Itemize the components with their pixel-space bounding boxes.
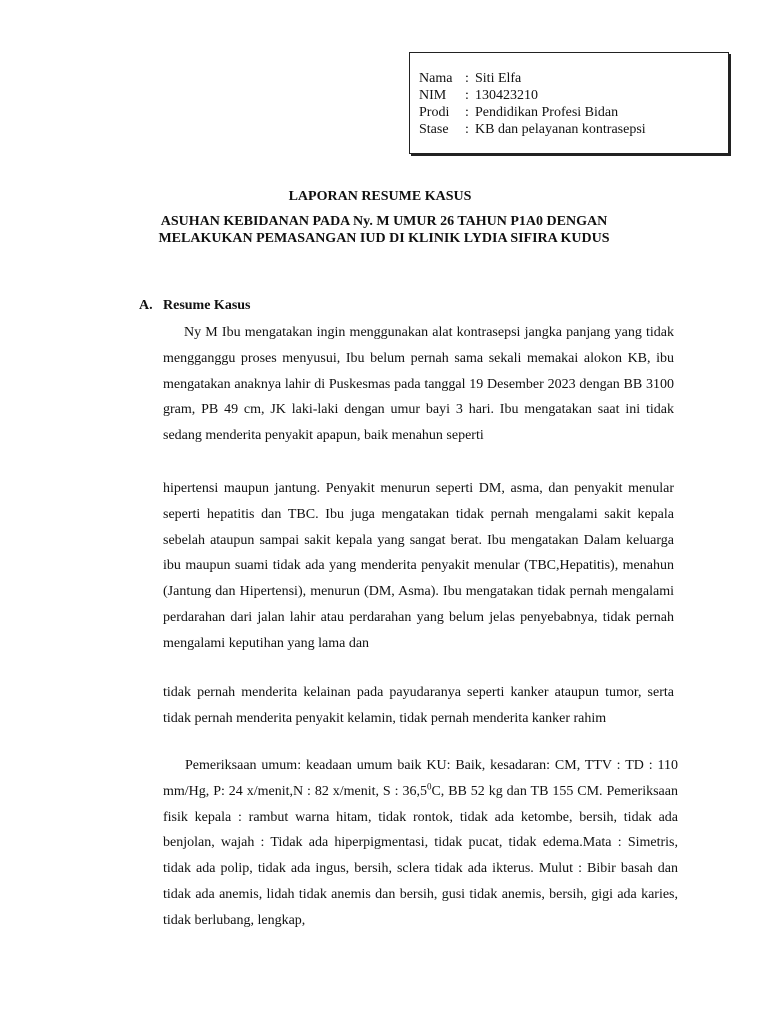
identity-separator: : — [465, 71, 469, 86]
paragraph-examination — [163, 753, 678, 934]
identity-separator: : — [465, 88, 469, 103]
identity-label: Stase — [419, 122, 449, 137]
paragraph-history-final: tidak pernah menderita kelainan pada payudaranya seperti kanker ataupun tumor, serta tidak pernah menderita penyakit kelamin, tidak pernah menderita kanker rahim — [163, 685, 674, 726]
degree-superscript: 0 — [426, 781, 432, 792]
report-subtitle-line-1: ASUHAN KEBIDANAN PADA Ny. M UMUR 26 TAHUN P1A0 DENGAN — [160, 214, 608, 229]
identity-separator: : — [465, 105, 469, 120]
identity-label: Prodi — [419, 105, 450, 120]
identity-separator: : — [465, 122, 469, 137]
paragraph-history: Ny M Ibu mengatakan ingin menggunakan alat kontrasepsi jangka panjang yang tidak mengganggu proses menyusui, Ibu belum pernah sama sekali memakai alokon KB, ibu mengatakan anaknya lahir di Puskesmas pada tanggal 19 Desember 2023 dengan BB 3100 gram, PB 49 cm, JK laki-laki dengan umur bayi 3 hari. Ibu mengatakan saat ini tidak sedang menderita penyakit apapun, baik menahun seperti — [163, 325, 674, 444]
section-number: A. — [139, 298, 153, 313]
report-subtitle-line-2: MELAKUKAN PEMASANGAN IUD DI KLINIK LYDIA SIFIRA KUDUS — [158, 231, 610, 246]
identity-label: Nama — [419, 71, 453, 86]
identity-row-stase — [419, 121, 728, 138]
identity-row-nim — [419, 87, 728, 104]
identity-value: Pendidikan Profesi Bidan — [475, 105, 619, 120]
section-title: Resume Kasus — [163, 298, 251, 313]
identity-value: 130423210 — [475, 88, 538, 103]
identity-value: KB dan pelayanan kontrasepsi — [475, 122, 646, 137]
identity-row-prodi — [419, 104, 728, 121]
paragraph-history-continued: hipertensi maupun jantung. Penyakit menurun seperti DM, asma, dan penyakit menular seperti hepatitis dan TBC. Ibu juga mengatakan tidak pernah mengalami sakit kepala sebelah ataupun sampai sakit kepala yang sangat berat. Ibu mengatakan Dalam keluarga ibu maupun suami tidak ada yang menderita penyakit menular (TBC,Hepatitis), menahun (Jantung dan Hipertensi), menurun (DM, Asma). Ibu mengatakan tidak pernah mengalami perdarahan dari jalan lahir atau perdarahan yang belum jelas penyebabnya, tidak pernah mengalami keputihan yang lama dan — [163, 481, 674, 651]
examination-text-part-2: C, BB 52 kg dan TB 155 CM. Pemeriksaan fisik kepala : rambut warna hitam, tidak rontok, tidak ada ketombe, bersih, tidak ada benjolan, wajah : Tidak ada hiperpigmentasi, tidak pucat, tidak edema.Mata : Simetris, tidak ada polip, tidak ada ingus, bersih, sclera tidak ada ikterus. Mulut : Bibir basah dan tidak ada anemis, lidah tidak anemis dan bersih, gusi tidak anemis, bersih, gigi ada karies, tidak berlubang, lengkap, — [163, 783, 678, 928]
student-identity-box — [409, 52, 729, 154]
identity-label: NIM — [419, 88, 447, 103]
report-subtitle — [0, 213, 768, 247]
examination-text-part-1: Pemeriksaan umum: keadaan umum baik KU: Baik, kesadaran: CM, TTV : TD : 110 mm/Hg, P: 24 x/menit,N : 82 x/menit, S : 36,5 — [163, 758, 678, 799]
report-title: LAPORAN RESUME KASUS — [288, 189, 472, 204]
identity-value: Siti Elfa — [475, 71, 522, 86]
section-heading — [139, 298, 251, 314]
identity-row-nama — [419, 70, 728, 87]
